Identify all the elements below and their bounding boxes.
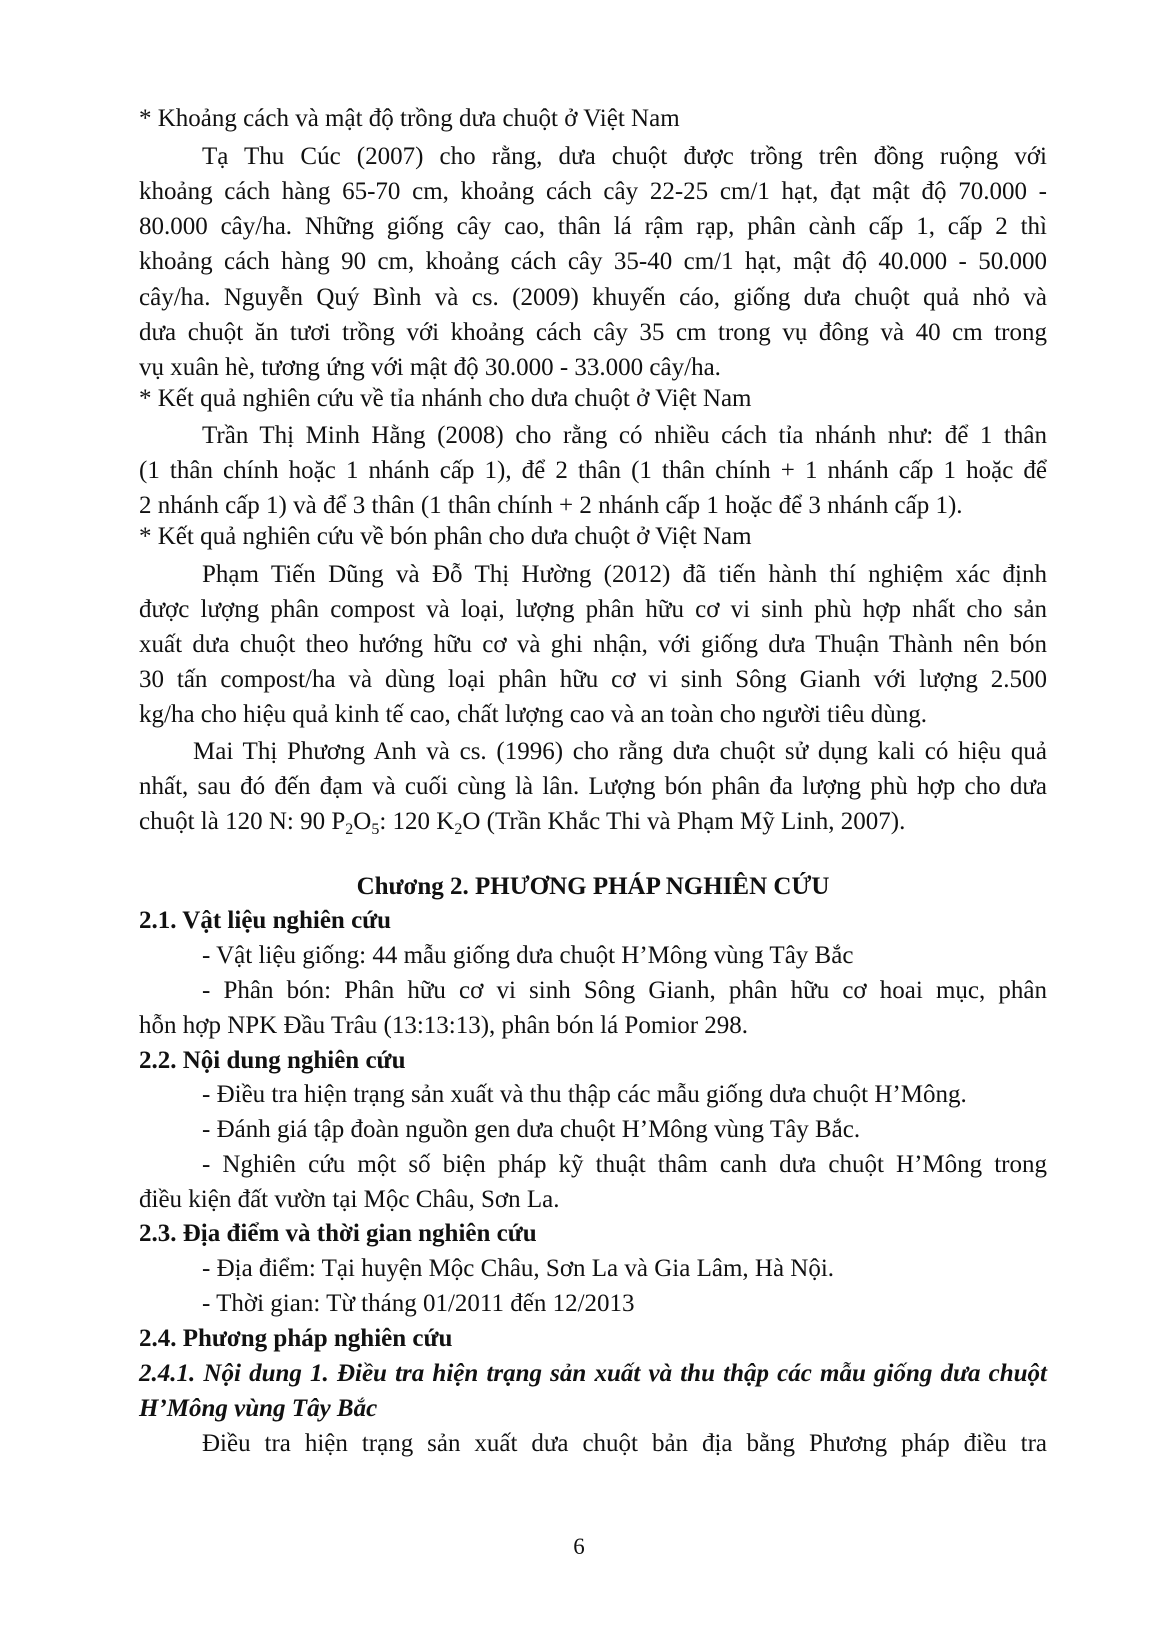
subheading-pruning: * Kết quả nghiên cứu về tỉa nhánh cho dưa chuột ở Việt Nam: [139, 385, 752, 412]
section-2-4-1-title-cont: H’Mông vùng Tây Bắc: [139, 1395, 378, 1422]
paragraph-line: khoảng cách hàng 90 cm, khoảng cách cây 35-40 cm/1 hạt, mật độ 40.000 - 50.000: [139, 248, 1047, 275]
list-item: - Điều tra hiện trạng sản xuất và thu thập các mẫu giống dưa chuột H’Mông.: [202, 1081, 967, 1108]
paragraph-line: kg/ha cho hiệu quả kinh tế cao, chất lượng cao và an toàn cho người tiêu dùng.: [139, 701, 928, 728]
list-item: - Thời gian: Từ tháng 01/2011 đến 12/2013: [202, 1290, 635, 1317]
paragraph-line: 30 tấn compost/ha và dùng loại phân hữu cơ vi sinh Sông Gianh với lượng 2.500: [139, 666, 1047, 693]
paragraph-line: Phạm Tiến Dũng và Đỗ Thị Hường (2012) đã tiến hành thí nghiệm xác định: [202, 561, 1047, 588]
section-2-2-title: 2.2. Nội dung nghiên cứu: [139, 1047, 406, 1074]
list-item: hỗn hợp NPK Đầu Trâu (13:13:13), phân bón lá Pomior 298.: [139, 1012, 749, 1039]
paragraph-line: (1 thân chính hoặc 1 nhánh cấp 1), để 2 thân (1 thân chính + 1 nhánh cấp 1 hoặc để: [139, 457, 1047, 484]
list-item: - Phân bón: Phân hữu cơ vi sinh Sông Gianh, phân hữu cơ hoai mục, phân: [202, 977, 1047, 1004]
paragraph-line: xuất dưa chuột theo hướng hữu cơ và ghi nhận, với giống dưa Thuận Thành nên bón: [139, 631, 1047, 658]
paragraph-line: dưa chuột ăn tươi trồng với khoảng cách cây 35 cm trong vụ đông và 40 cm trong: [139, 319, 1047, 346]
paragraph-line: Trần Thị Minh Hằng (2008) cho rằng có nhiều cách tỉa nhánh như: để 1 thân: [202, 422, 1047, 449]
section-2-4-title: 2.4. Phương pháp nghiên cứu: [139, 1325, 453, 1352]
paragraph-line: 2 nhánh cấp 1) và để 3 thân (1 thân chính + 2 nhánh cấp 1 hoặc để 3 nhánh cấp 1).: [139, 492, 963, 519]
list-item: - Địa điểm: Tại huyện Mộc Châu, Sơn La và Gia Lâm, Hà Nội.: [202, 1255, 835, 1282]
paragraph-line: Mai Thị Phương Anh và cs. (1996) cho rằng dưa chuột sử dụng kali có hiệu quả: [193, 738, 1047, 765]
list-item: - Vật liệu giống: 44 mẫu giống dưa chuột H’Mông vùng Tây Bắc: [202, 942, 854, 969]
chapter-title: Chương 2. PHƯƠNG PHÁP NGHIÊN CỨU: [356, 873, 830, 900]
list-item: - Đánh giá tập đoàn nguồn gen dưa chuột H’Mông vùng Tây Bắc.: [202, 1116, 861, 1143]
paragraph-line: 80.000 cây/ha. Những giống cây cao, thân lá rậm rạp, phân cành cấp 1, cấp 2 thì: [139, 213, 1047, 240]
paragraph-line: nhất, sau đó đến đạm và cuối cùng là lân. Lượng bón phân đa lượng phù hợp cho dưa: [139, 773, 1047, 800]
list-item: điều kiện đất vườn tại Mộc Châu, Sơn La.: [139, 1186, 560, 1213]
section-2-4-1-title: 2.4.1. Nội dung 1. Điều tra hiện trạng sản xuất và thu thập các mẫu giống dưa chuột: [139, 1360, 1047, 1387]
paragraph-line: khoảng cách hàng 65-70 cm, khoảng cách cây 22-25 cm/1 hạt, đạt mật độ 70.000 -: [139, 178, 1047, 205]
paragraph-line: được lượng phân compost và loại, lượng phân hữu cơ vi sinh phù hợp nhất cho sản: [139, 596, 1047, 623]
list-item: - Nghiên cứu một số biện pháp kỹ thuật thâm canh dưa chuột H’Mông trong: [202, 1151, 1047, 1178]
section-2-3-title: 2.3. Địa điểm và thời gian nghiên cứu: [139, 1220, 537, 1247]
paragraph-line: vụ xuân hè, tương ứng với mật độ 30.000 - 33.000 cây/ha.: [139, 354, 721, 381]
subheading-fertilizer: * Kết quả nghiên cứu về bón phân cho dưa chuột ở Việt Nam: [139, 523, 752, 550]
fertilizer-formula-line: chuột là 120 N: 90 $P_2O_5$: 120 $K_2O$ (Trần Khắc Thi và Phạm Mỹ Linh, 2007).: [139, 808, 906, 838]
subheading-spacing-density: * Khoảng cách và mật độ trồng dưa chuột ở Việt Nam: [139, 105, 680, 132]
section-2-1-title: 2.1. Vật liệu nghiên cứu: [139, 907, 392, 934]
page-number: 6: [573, 1534, 585, 1559]
paragraph-line: Tạ Thu Cúc (2007) cho rằng, dưa chuột được trồng trên đồng ruộng với: [202, 143, 1047, 170]
paragraph-line: Điều tra hiện trạng sản xuất dưa chuột bản địa bằng Phương pháp điều tra: [202, 1430, 1047, 1457]
paragraph-line: cây/ha. Nguyễn Quý Bình và cs. (2009) khuyến cáo, giống dưa chuột quả nhỏ và: [139, 284, 1047, 311]
